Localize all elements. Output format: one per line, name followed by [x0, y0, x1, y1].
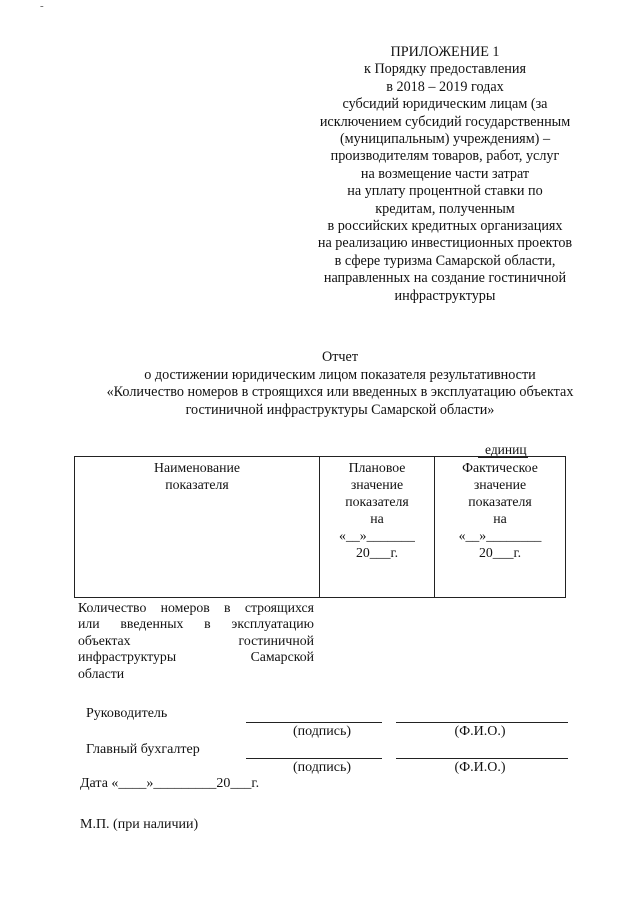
director-name-caption: (Ф.И.О.) — [454, 724, 506, 739]
units-label: единиц — [485, 442, 527, 457]
header-mark: - — [40, 0, 44, 12]
report-subtitle-line: «Количество номеров в строящихся или введенных в эксплуатацию объектах — [106, 384, 574, 400]
date-line[interactable]: Дата «____»_________20___г. — [80, 776, 260, 791]
appendix-line: к Порядку предоставления — [364, 61, 526, 78]
appendix-line: в сфере туризма Самарской области, — [334, 252, 556, 269]
stamp-placeholder: М.П. (при наличии) — [80, 817, 199, 832]
accountant-signature-line[interactable] — [246, 758, 382, 759]
appendix-line: исключением субсидий государственным — [319, 113, 571, 130]
appendix-line: на уплату процентной ставки по — [347, 183, 543, 200]
appendix-line: на возмещение части затрат — [360, 165, 530, 182]
appendix-line: субсидий юридическим лицам (за — [342, 96, 548, 113]
director-signature-line[interactable] — [246, 722, 382, 723]
appendix-line: инфраструктуры — [394, 287, 496, 304]
indicator-name-text: Количество номеров в строящихся или введенных в эксплуатацию объектах гостиничной инфраструктуры Самарской области — [78, 600, 314, 681]
accountant-name-caption: (Ф.И.О.) — [454, 760, 506, 775]
report-subtitle-line: о достижении юридическим лицом показателя результативности — [144, 366, 536, 383]
report-title: Отчет — [321, 349, 359, 365]
appendix-line: в 2018 – 2019 годах — [386, 78, 504, 95]
appendix-block — [300, 44, 590, 305]
appendix-line: (муниципальным) учреждениям) – — [339, 131, 551, 148]
report-subtitle-line: гостиничной инфраструктуры Самарской области» — [185, 401, 495, 418]
appendix-line: производителям товаров, работ, услуг — [330, 148, 560, 165]
appendix-title: ПРИЛОЖЕНИЕ 1 — [390, 44, 500, 60]
header-indicator-name: Наименование показателя — [75, 457, 320, 598]
table-header-row — [75, 457, 566, 598]
appendix-line: кредитам, полученным — [375, 200, 515, 217]
report-heading — [70, 349, 610, 419]
accountant-signature-caption: (подпись) — [292, 760, 352, 775]
indicator-table — [74, 456, 566, 598]
accountant-name-line[interactable] — [396, 758, 568, 759]
accountant-label: Главный бухгалтер — [86, 742, 200, 757]
director-name-line[interactable] — [396, 722, 568, 723]
appendix-line: направленных на создание гостиничной — [323, 270, 567, 287]
appendix-line: в российских кредитных организациях — [327, 218, 563, 235]
appendix-line: на реализацию инвестиционных проектов — [317, 235, 573, 252]
header-actual-value: Фактическое значение показателя на «__»________ 20___г. — [435, 457, 566, 598]
director-signature-caption: (подпись) — [292, 724, 352, 739]
header-planned-value: Плановое значение показателя на «__»_______ 20___г. — [320, 457, 435, 598]
director-label: Руководитель — [86, 706, 168, 721]
